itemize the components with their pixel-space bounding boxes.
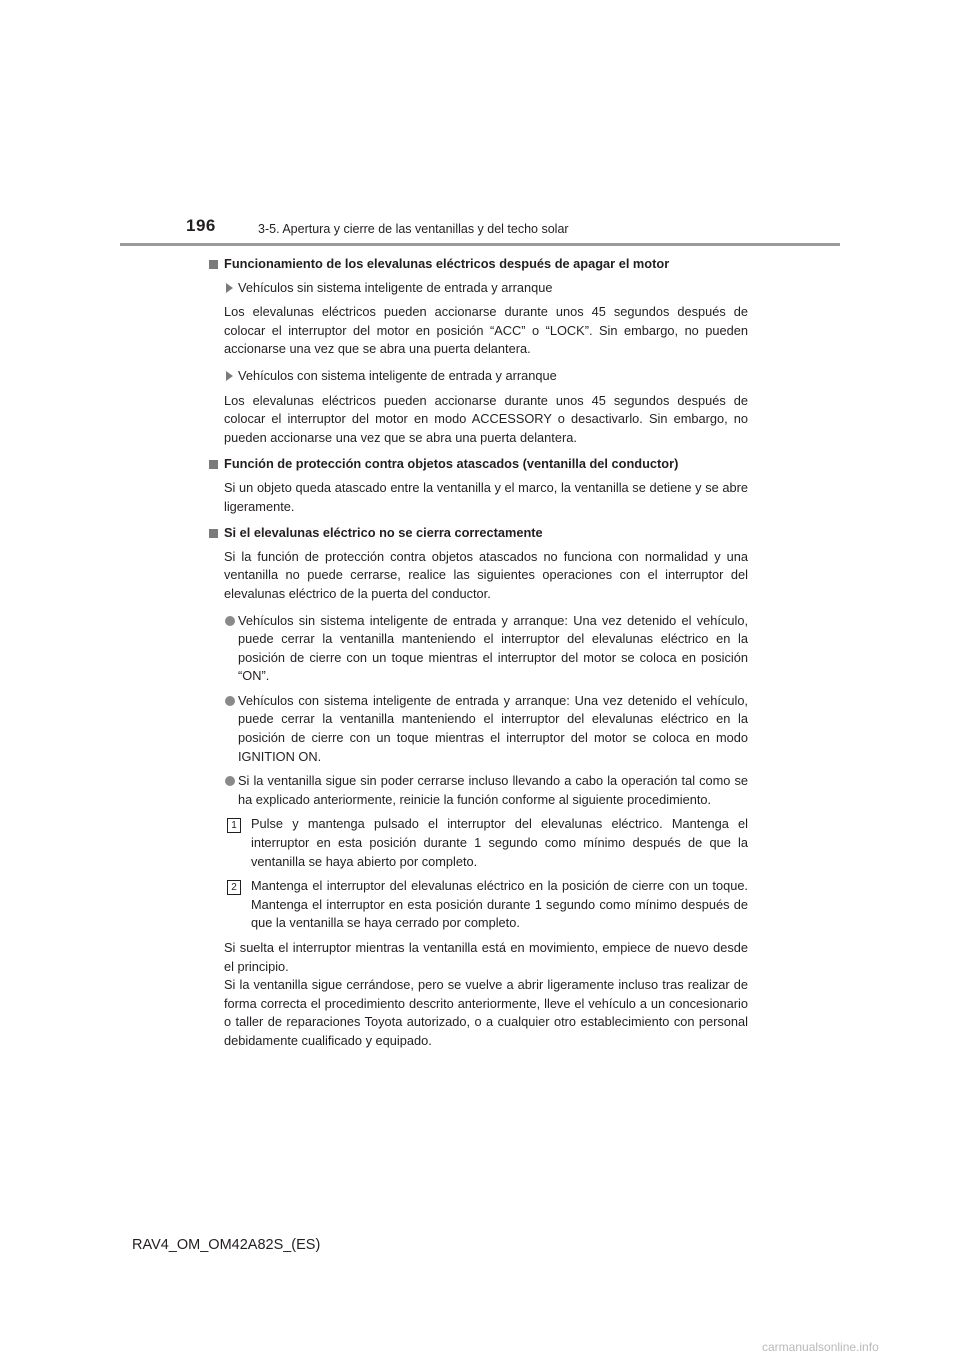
page-body: [208, 255, 748, 1055]
list-item: [224, 612, 748, 686]
procedure-step: [224, 815, 748, 871]
watermark: carmanualsonline.info: [762, 1340, 879, 1354]
triangle-bullet-icon: [226, 283, 233, 293]
square-bullet-icon: [209, 529, 218, 538]
section-heading-window-not-closing: [208, 524, 748, 543]
paragraph: Si la ventanilla sigue cerrándose, pero se vuelve a abrir ligeramente incluso tras realizar de forma correcta el procedimiento descrito anteriormente, lleve el vehículo a un concesionario o taller de reparaciones Toyota autorizado, o a cualquier otro establecimiento con personal debidamente cualificado y equipado.: [224, 977, 748, 1048]
paragraph: Si la función de protección contra objetos atascados no funciona con normalidad y una ventanilla no puede cerrarse, realice las siguientes operaciones con el interruptor del elevalunas eléctrico de la puerta del conductor.: [224, 548, 748, 601]
subheading-text: Vehículos con sistema inteligente de entrada y arranque: [238, 367, 557, 383]
list-item: [224, 692, 748, 766]
section-heading-text: Funcionamiento de los elevalunas eléctricos después de apagar el motor: [224, 256, 670, 271]
circle-bullet-icon: [225, 696, 235, 706]
section-heading-after-engine-off: [208, 255, 748, 274]
page-number: 196: [186, 216, 216, 235]
paragraph: Los elevalunas eléctricos pueden accionarse durante unos 45 segundos después de colocar el interruptor del motor en modo ACCESSORY o desactivarlo. Sin embargo, no pueden accionarse una vez que se abra una puerta delantera.: [224, 392, 748, 445]
section-heading-jam-protection: [208, 455, 748, 474]
subheading-without-smart-key: [224, 279, 748, 298]
subheading-with-smart-key: [224, 367, 748, 386]
document-code: RAV4_OM_OM42A82S_(ES): [132, 1237, 321, 1253]
section-heading-text: Si el elevalunas eléctrico no se cierra correctamente: [224, 525, 543, 541]
step-text: Mantenga el interruptor del elevalunas eléctrico en la posición de cierre con un toque. Mantenga el interruptor en esta posición durante 1 segundo como mínimo después de que la ventanilla se haya cerrado por completo.: [251, 878, 748, 931]
paragraph: Si suelta el interruptor mientras la ventanilla está en movimiento, empiece de nuevo desde el principio.: [224, 940, 748, 974]
square-bullet-icon: [209, 260, 218, 269]
step-number-badge: 1: [227, 818, 241, 833]
step-text: Pulse y mantenga pulsado el interruptor del elevalunas eléctrico. Mantenga el interruptor en esta posición durante 1 segundo como mínimo después de que la ventanilla se haya abierto por completo.: [251, 816, 748, 869]
triangle-bullet-icon: [226, 371, 233, 381]
chapter-title: 3-5. Apertura y cierre de las ventanillas y del techo solar: [258, 222, 569, 236]
circle-bullet-icon: [225, 616, 235, 626]
paragraph: Si un objeto queda atascado entre la ventanilla y el marco, la ventanilla se detiene y se abre ligeramente.: [224, 479, 748, 514]
list-item: [224, 772, 748, 809]
list-item-text: Vehículos sin sistema inteligente de entrada y arranque: Una vez detenido el vehículo, puede cerrar la ventanilla manteniendo el interruptor del elevalunas eléctrico en la posición de cierre con un toque mientras el interruptor del motor se coloca en posición “ON”.: [238, 612, 748, 684]
paragraph: Los elevalunas eléctricos pueden accionarse durante unos 45 segundos después de colocar el interruptor del motor en posición “ACC” o “LOCK”. Sin embargo, no pueden accionarse una vez que se abra una puerta delantera.: [224, 304, 748, 357]
square-bullet-icon: [209, 460, 218, 469]
subheading-text: Vehículos sin sistema inteligente de entrada y arranque: [238, 279, 553, 295]
header-divider: [120, 243, 840, 246]
list-item-text: Si la ventanilla sigue sin poder cerrarse incluso llevando a cabo la operación tal como se ha explicado anteriormente, reinicie la función conforme al siguiente procedimiento.: [238, 773, 748, 807]
list-item-text: Vehículos con sistema inteligente de entrada y arranque: Una vez detenido el vehículo, puede cerrar la ventanilla manteniendo el interruptor del elevalunas eléctrico en la posición de cierre con un toque mientras el interruptor del motor se coloca en modo IGNITION ON.: [238, 692, 748, 764]
step-number-badge: 2: [227, 880, 241, 895]
section-heading-text: Función de protección contra objetos atascados (ventanilla del conductor): [224, 456, 679, 472]
procedure-step: [224, 877, 748, 933]
circle-bullet-icon: [225, 776, 235, 786]
